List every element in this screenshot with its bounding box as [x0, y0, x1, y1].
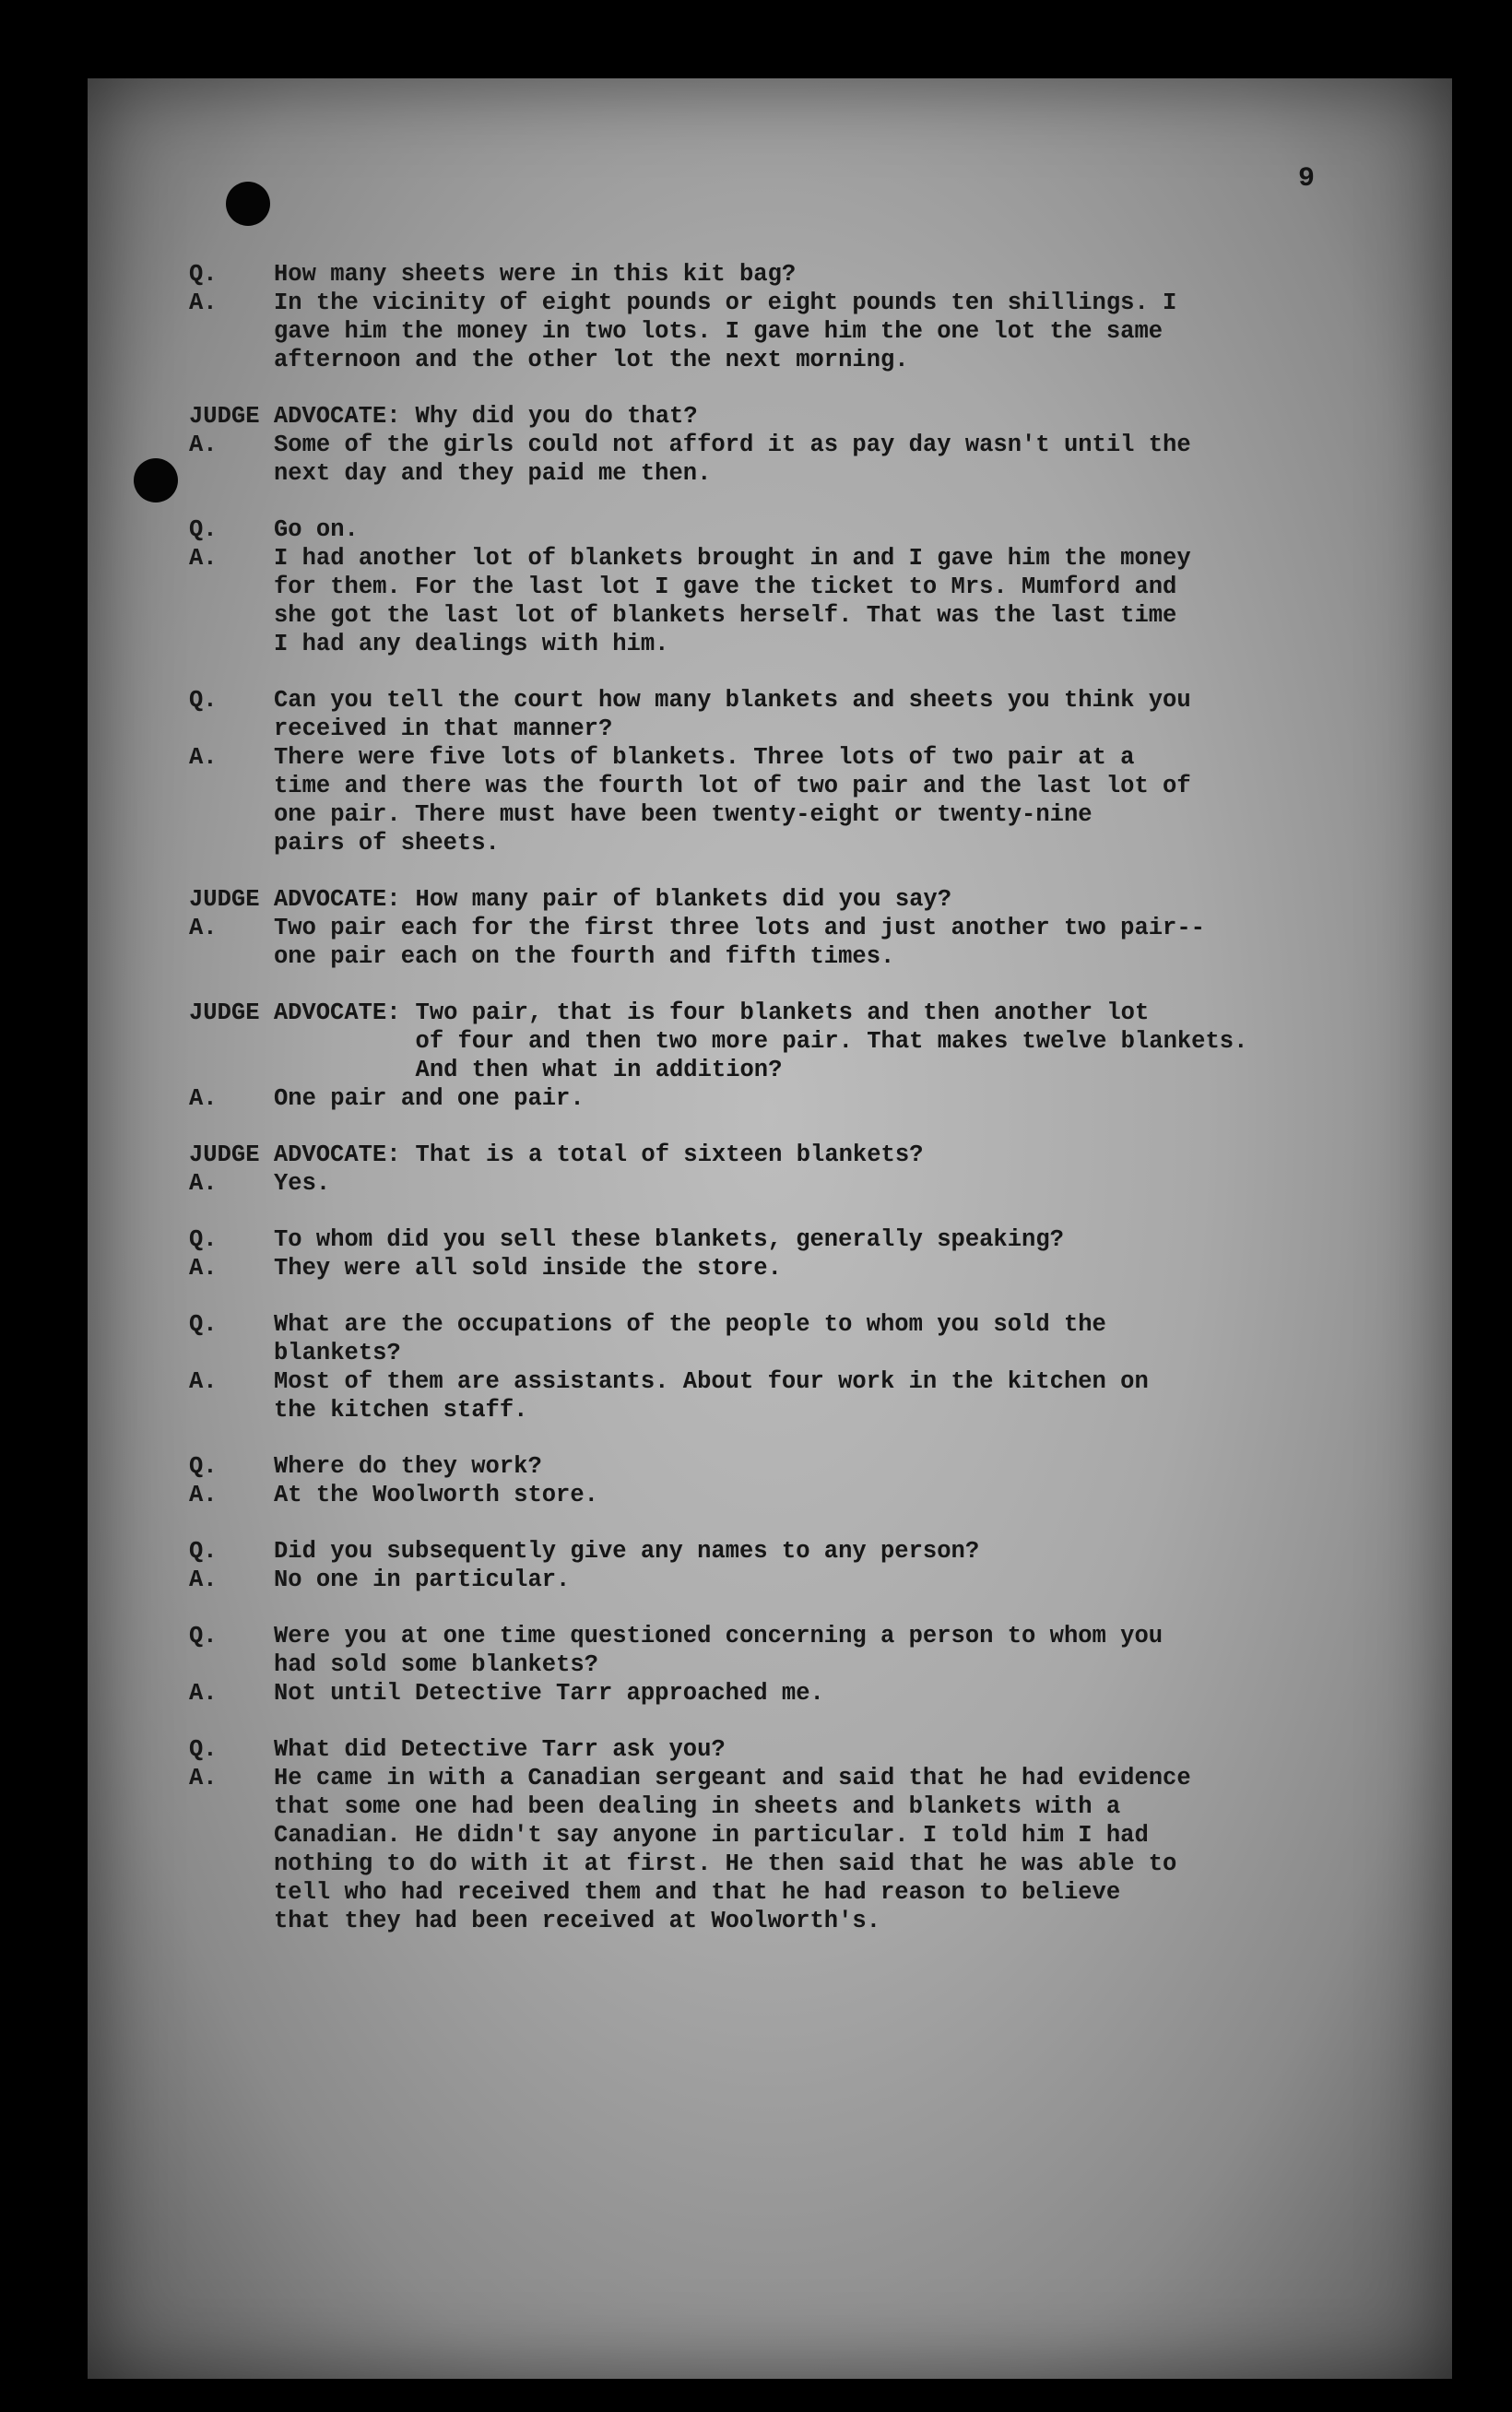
qa-block	[189, 1735, 1295, 1935]
qa-block	[189, 402, 1295, 488]
transcript-entry	[189, 515, 1295, 544]
speaker-label: Q.	[189, 261, 218, 288]
block-spacer	[189, 374, 1295, 402]
speaker-label: JUDGE ADVOCATE:	[189, 999, 401, 1026]
speech-text: At the Woolworth store.	[274, 1482, 598, 1508]
qa-block	[189, 885, 1295, 971]
speech-text: What did Detective Tarr ask you?	[274, 1736, 726, 1763]
speaker-label: Q.	[189, 516, 218, 543]
speech-text: Were you at one time questioned concerning a person to whom you had sold some blankets?	[274, 1623, 1164, 1678]
speech-text: Go on.	[274, 516, 359, 543]
transcript-entry	[189, 1452, 1295, 1481]
page-number: 9	[1298, 163, 1316, 195]
transcript-entry	[189, 999, 1295, 1084]
qa-block	[189, 1310, 1295, 1425]
transcript-entry	[189, 1764, 1295, 1935]
speaker-label: A.	[189, 744, 218, 771]
qa-block	[189, 260, 1295, 374]
transcript-entry	[189, 885, 1295, 914]
qa-block	[189, 686, 1295, 857]
speech-text: That is a total of sixteen blankets?	[415, 1141, 924, 1168]
block-spacer	[189, 658, 1295, 686]
speaker-label: Q.	[189, 1453, 218, 1480]
qa-block	[189, 1225, 1295, 1283]
speech-text: They were all sold inside the store.	[274, 1255, 782, 1282]
transcript-entry	[189, 431, 1295, 488]
qa-block	[189, 999, 1295, 1113]
punch-hole-top	[226, 182, 270, 226]
block-spacer	[189, 1113, 1295, 1141]
block-spacer	[189, 857, 1295, 885]
block-spacer	[189, 1594, 1295, 1622]
speech-text: Why did you do that?	[415, 403, 698, 430]
speaker-label: Q.	[189, 1736, 218, 1763]
transcript-entry	[189, 260, 1295, 289]
transcript-entry	[189, 1735, 1295, 1764]
speech-text: In the vicinity of eight pounds or eight pounds ten shillings. I gave him the money in two lots. I gave him the one lot the same afternoon and the other lot the next morning.	[274, 290, 1177, 373]
transcript-entry	[189, 1481, 1295, 1509]
transcript-entry	[189, 1367, 1295, 1425]
speaker-label: A.	[189, 545, 218, 572]
speaker-label: JUDGE ADVOCATE:	[189, 1141, 401, 1168]
speech-text: I had another lot of blankets brought in and I gave him the money for them. For the last lot I gave the ticket to Mrs. Mumford and she got the last lot of blankets herself. That was the last time I had any dealings with him.	[274, 545, 1191, 657]
speaker-label: A.	[189, 432, 218, 458]
speech-text: To whom did you sell these blankets, generally speaking?	[274, 1226, 1064, 1253]
block-spacer	[189, 1509, 1295, 1537]
speech-text: He came in with a Canadian sergeant and said that he had evidence that some one had been dealing in sheets and blankets with a Canadian. He didn't say anyone in particular. I told him I had nothing to do with it at first. He then said that he was able to tell who had received them and that he had reason to believe that they had been received at Woolworth's.	[274, 1765, 1191, 1934]
speech-text: There were five lots of blankets. Three lots of two pair at a time and there was the fourth lot of two pair and the last lot of one pair. There must have been twenty-eight or twenty-nine pairs of sheets.	[274, 744, 1191, 857]
transcript-entry	[189, 1169, 1295, 1198]
speech-text: Most of them are assistants. About four work in the kitchen on the kitchen staff.	[274, 1368, 1149, 1424]
qa-block	[189, 1452, 1295, 1509]
speech-text: Two pair, that is four blankets and then another lot of four and then two more pair. That makes twelve blankets. And then what in addition?	[415, 999, 1248, 1083]
speech-text: Did you subsequently give any names to any person?	[274, 1538, 980, 1565]
speech-text: One pair and one pair.	[274, 1085, 585, 1112]
speech-text: How many pair of blankets did you say?	[415, 886, 952, 913]
transcript-entry	[189, 686, 1295, 743]
speech-text: Where do they work?	[274, 1453, 542, 1480]
transcript-entry	[189, 743, 1295, 857]
speech-text: How many sheets were in this kit bag?	[274, 261, 797, 288]
speaker-label: Q.	[189, 1623, 218, 1649]
speaker-label: A.	[189, 1255, 218, 1282]
transcript	[189, 260, 1295, 1935]
speaker-label: Q.	[189, 1538, 218, 1565]
block-spacer	[189, 1425, 1295, 1452]
speaker-label: JUDGE ADVOCATE:	[189, 403, 401, 430]
speech-text: Not until Detective Tarr approached me.	[274, 1680, 824, 1707]
transcript-entry	[189, 402, 1295, 431]
speaker-label: A.	[189, 1085, 218, 1112]
transcript-entry	[189, 1225, 1295, 1254]
speaker-label: Q.	[189, 1311, 218, 1338]
speech-text: No one in particular.	[274, 1567, 571, 1593]
block-spacer	[189, 1198, 1295, 1225]
speaker-label: Q.	[189, 687, 218, 714]
qa-block	[189, 1537, 1295, 1594]
speaker-label: A.	[189, 290, 218, 316]
qa-block	[189, 1622, 1295, 1708]
speaker-label: A.	[189, 1567, 218, 1593]
block-spacer	[189, 488, 1295, 515]
transcript-entry	[189, 1254, 1295, 1283]
speaker-label: A.	[189, 1482, 218, 1508]
speaker-label: A.	[189, 1680, 218, 1707]
speech-text: Yes.	[274, 1170, 331, 1197]
transcript-entry	[189, 544, 1295, 658]
transcript-entry	[189, 1537, 1295, 1566]
speech-text: What are the occupations of the people to whom you sold the blankets?	[274, 1311, 1106, 1366]
block-spacer	[189, 1283, 1295, 1310]
speech-text: Can you tell the court how many blankets and sheets you think you received in that manner?	[274, 687, 1191, 742]
block-spacer	[189, 971, 1295, 999]
speech-text: Some of the girls could not afford it as pay day wasn't until the next day and they paid me then.	[274, 432, 1191, 487]
block-spacer	[189, 1708, 1295, 1735]
transcript-entry	[189, 1084, 1295, 1113]
transcript-entry	[189, 1622, 1295, 1679]
speaker-label: Q.	[189, 1226, 218, 1253]
qa-block	[189, 515, 1295, 658]
punch-hole-middle	[134, 458, 178, 502]
speaker-label: JUDGE ADVOCATE:	[189, 886, 401, 913]
speaker-label: A.	[189, 1170, 218, 1197]
speaker-label: A.	[189, 1368, 218, 1395]
speech-text: Two pair each for the first three lots and just another two pair-- one pair each on the fourth and fifth times.	[274, 915, 1205, 970]
transcript-entry	[189, 1141, 1295, 1169]
transcript-entry	[189, 1310, 1295, 1367]
speaker-label: A.	[189, 1765, 218, 1791]
transcript-entry	[189, 914, 1295, 971]
speaker-label: A.	[189, 915, 218, 941]
transcript-entry	[189, 1566, 1295, 1594]
transcript-entry	[189, 1679, 1295, 1708]
transcript-entry	[189, 289, 1295, 374]
qa-block	[189, 1141, 1295, 1198]
